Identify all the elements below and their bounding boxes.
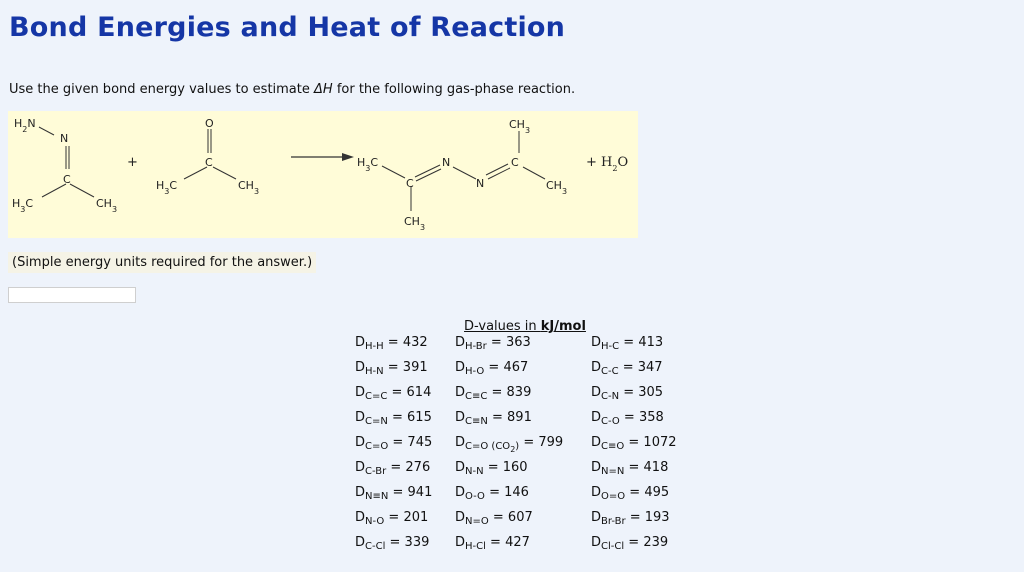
- bond-energy-entry: [355, 360, 428, 375]
- bond-subscript: N=N: [601, 466, 625, 477]
- bond-subscript: C-Cl: [365, 541, 386, 552]
- d-symbol: D: [455, 510, 466, 525]
- bond-subscript: H-O: [465, 366, 485, 377]
- bond-energy-value: 418: [643, 460, 669, 475]
- bond-energy-entry: [591, 435, 677, 450]
- bond-energy-value: 941: [407, 485, 433, 500]
- reactant2-c-label: C: [205, 156, 213, 169]
- d-symbol: D: [455, 485, 466, 500]
- d-symbol: D: [355, 410, 366, 425]
- bond-energy-entry: [591, 360, 663, 375]
- bond-energy-entry: [455, 485, 529, 500]
- bond-subscript: H-Br: [465, 341, 487, 352]
- bond-energy-value: 193: [644, 510, 670, 525]
- product2-h2o-label: $H_2O$: [601, 155, 629, 173]
- product1-c2-label: C: [511, 156, 519, 169]
- equals-sign: =: [618, 360, 638, 375]
- reactant1-c-label: C: [63, 173, 71, 186]
- bond-subscript: H-C: [601, 341, 620, 352]
- table-row: [355, 435, 675, 460]
- bond-energy-entry: [355, 485, 432, 500]
- equals-sign: =: [619, 410, 639, 425]
- reaction-arrow: [291, 153, 354, 161]
- bond-subscript: N-N: [465, 466, 484, 477]
- product1-ch3-right-label: $CH_3$: [546, 179, 568, 196]
- bond-energy-value: 160: [502, 460, 528, 475]
- bond-energy-value: 745: [407, 435, 433, 450]
- d-symbol: D: [591, 485, 602, 500]
- bond-subscript: C=O (CO2): [465, 441, 520, 454]
- reactant2-h3c-label: $H_3C$: [156, 179, 178, 196]
- bond-energy-value: 363: [505, 335, 531, 350]
- bond-subscript: C=O: [365, 441, 389, 452]
- bond-energy-entry: [355, 510, 428, 525]
- product1-n1-label: N: [442, 156, 451, 169]
- plus-sign-1: +: [127, 155, 138, 170]
- bond-energy-value: 427: [505, 535, 530, 550]
- bond-energy-value: 799: [538, 435, 564, 450]
- product1-ch3-bottom-label: $CH_3$: [404, 215, 426, 232]
- bond-energy-value: 305: [638, 385, 664, 400]
- bond-energy-entry: [591, 485, 669, 500]
- equals-sign: =: [385, 535, 405, 550]
- d-symbol: D: [591, 410, 602, 425]
- instruction-text: [9, 82, 575, 97]
- d-symbol: D: [355, 435, 366, 450]
- bond-energy-entry: [455, 460, 528, 475]
- product1-c1-label: C: [406, 177, 414, 190]
- reactant2-ch3-label: $CH_3$: [238, 179, 260, 196]
- reactant1-ch3-label: $CH_3$: [96, 197, 118, 214]
- equals-sign: =: [383, 360, 403, 375]
- table-row: [355, 485, 675, 510]
- d-symbol: D: [455, 360, 466, 375]
- page-title: Bond Energies and Heat of Reaction: [9, 12, 566, 43]
- bond-energy-entry: [355, 335, 428, 350]
- d-symbol: D: [455, 410, 466, 425]
- equals-sign: =: [488, 510, 508, 525]
- delta-h-symbol: ΔH: [314, 82, 333, 97]
- table-row: [355, 360, 675, 385]
- equals-sign: =: [487, 385, 507, 400]
- bond-energy-entry: [455, 510, 533, 525]
- equals-sign: =: [624, 535, 644, 550]
- bond-energy-value: 339: [404, 535, 430, 550]
- bond-energy-value: 276: [405, 460, 431, 475]
- product1-h3c-label: $H_3C$: [357, 156, 379, 173]
- equals-sign: =: [519, 435, 539, 450]
- equals-sign: =: [625, 485, 645, 500]
- bond-energy-entry: [355, 535, 429, 550]
- units-note: (Simple energy units required for the answer.): [8, 252, 316, 273]
- bond-subscript: C-C: [601, 366, 619, 377]
- d-symbol: D: [355, 535, 366, 550]
- bond-subscript: N=O: [465, 516, 489, 527]
- equals-sign: =: [384, 510, 404, 525]
- bond-energy-entry: [591, 510, 670, 525]
- bond-subscript: C-O: [601, 416, 620, 427]
- bond-energy-value: 347: [637, 360, 663, 375]
- bond-energy-entry: [455, 535, 530, 550]
- reaction-svg: [8, 111, 638, 238]
- bond-subscript: C-Br: [365, 466, 387, 477]
- table-row: [355, 460, 675, 485]
- bond-energy-value: 839: [506, 385, 532, 400]
- d-symbol: D: [591, 435, 602, 450]
- bond-energy-value: 391: [402, 360, 428, 375]
- reactant1-n-label: N: [60, 132, 69, 145]
- d-symbol: D: [591, 385, 602, 400]
- bond-energy-value: 201: [403, 510, 429, 525]
- bond-subscript: O=O: [601, 491, 626, 502]
- table-rows: [355, 335, 675, 560]
- bond-subscript: C≡O: [601, 441, 625, 452]
- bond-subscript: C-N: [601, 391, 620, 402]
- reactant2-o-label: O: [205, 117, 214, 130]
- d-symbol: D: [355, 510, 366, 525]
- bond-energy-entry: [355, 435, 432, 450]
- bond-energy-value: 467: [503, 360, 529, 375]
- bond-energy-entry: [355, 460, 430, 475]
- table-row: [355, 510, 675, 535]
- caption-units: kJ/mol: [540, 319, 586, 334]
- equals-sign: =: [387, 410, 408, 425]
- equals-sign: =: [625, 510, 645, 525]
- table-row: [355, 385, 675, 410]
- bond-energy-entry: [455, 360, 528, 375]
- caption-prefix: D-values in: [464, 319, 541, 334]
- bond-energy-entry: [591, 410, 664, 425]
- table-row: [355, 535, 675, 560]
- equals-sign: =: [624, 435, 644, 450]
- equals-sign: =: [388, 485, 408, 500]
- bond-subscript: Cl-Cl: [601, 541, 625, 552]
- d-symbol: D: [355, 385, 366, 400]
- bond-energy-value: 1072: [643, 435, 677, 450]
- equals-sign: =: [484, 485, 505, 500]
- d-symbol: D: [455, 435, 466, 450]
- bond-energy-value: 146: [504, 485, 529, 500]
- bond-subscript: N-O: [365, 516, 385, 527]
- plus-sign-2: +: [586, 155, 597, 170]
- table-caption: [355, 319, 675, 334]
- d-symbol: D: [591, 360, 602, 375]
- bond-subscript: H-N: [365, 366, 384, 377]
- bond-subscript: N≡N: [365, 491, 389, 502]
- bond-energy-entry: [591, 535, 668, 550]
- d-symbol: D: [455, 385, 466, 400]
- bond-energy-entry: [455, 410, 532, 425]
- bond-energy-value: 891: [507, 410, 532, 425]
- equals-sign: =: [388, 435, 408, 450]
- bond-energy-entry: [591, 460, 668, 475]
- bond-energy-entry: [591, 385, 663, 400]
- bond-subscript: C=N: [365, 416, 388, 427]
- product1-bonds: [382, 131, 545, 211]
- bond-energy-value: 615: [407, 410, 432, 425]
- equals-sign: =: [387, 385, 407, 400]
- bond-subscript: C≡C: [465, 391, 488, 402]
- bond-energy-entry: [355, 410, 432, 425]
- d-symbol: D: [455, 460, 466, 475]
- bond-subscript: H-Cl: [465, 541, 486, 552]
- bond-energy-entry: [355, 385, 431, 400]
- equals-sign: =: [485, 535, 506, 550]
- bond-energy-value: 607: [507, 510, 533, 525]
- product1-ch3-top-label: $CH_3$: [509, 118, 531, 135]
- d-symbol: D: [355, 335, 366, 350]
- d-symbol: D: [591, 460, 602, 475]
- d-symbol: D: [591, 335, 602, 350]
- bond-energy-entry: [591, 335, 663, 350]
- d-symbol: D: [355, 460, 366, 475]
- bond-energy-entry: [455, 385, 531, 400]
- equals-sign: =: [383, 335, 403, 350]
- bond-energy-entry: [455, 335, 531, 350]
- bond-subscript: Br-Br: [601, 516, 626, 527]
- d-symbol: D: [355, 485, 366, 500]
- product1-n2-label: N: [476, 177, 485, 190]
- bond-subscript: C=C: [365, 391, 388, 402]
- table-row: [355, 335, 675, 360]
- equals-sign: =: [624, 460, 644, 475]
- equals-sign: =: [486, 335, 506, 350]
- bond-energy-value: 614: [406, 385, 432, 400]
- d-symbol: D: [455, 335, 466, 350]
- reaction-scheme: [8, 111, 638, 238]
- equals-sign: =: [483, 460, 503, 475]
- d-symbol: D: [591, 510, 602, 525]
- d-symbol: D: [591, 535, 602, 550]
- equals-sign: =: [386, 460, 406, 475]
- table-row: [355, 410, 675, 435]
- bond-energy-entry: [455, 435, 564, 454]
- bond-subscript: H-H: [365, 341, 384, 352]
- bond-energy-value: 495: [644, 485, 670, 500]
- equals-sign: =: [619, 335, 639, 350]
- bond-energy-value: 239: [643, 535, 669, 550]
- bond-energy-value: 432: [402, 335, 428, 350]
- equals-sign: =: [619, 385, 639, 400]
- bond-energy-table: [355, 319, 675, 560]
- answer-input[interactable]: [8, 287, 136, 303]
- reactant2-bonds: [184, 129, 236, 179]
- reactant1-h3c-label: $H_3C$: [12, 197, 34, 214]
- instruction-after: for the following gas-phase reaction.: [332, 82, 576, 97]
- instruction-before: Use the given bond energy values to estimate: [9, 82, 315, 97]
- bond-subscript: O-O: [465, 491, 485, 502]
- bond-energy-value: 413: [638, 335, 664, 350]
- reactant1-h2n-label: $H_2N$: [14, 117, 36, 134]
- bond-subscript: C≡N: [465, 416, 488, 427]
- equals-sign: =: [484, 360, 504, 375]
- equals-sign: =: [487, 410, 508, 425]
- d-symbol: D: [355, 360, 366, 375]
- bond-energy-value: 358: [638, 410, 664, 425]
- d-symbol: D: [455, 535, 466, 550]
